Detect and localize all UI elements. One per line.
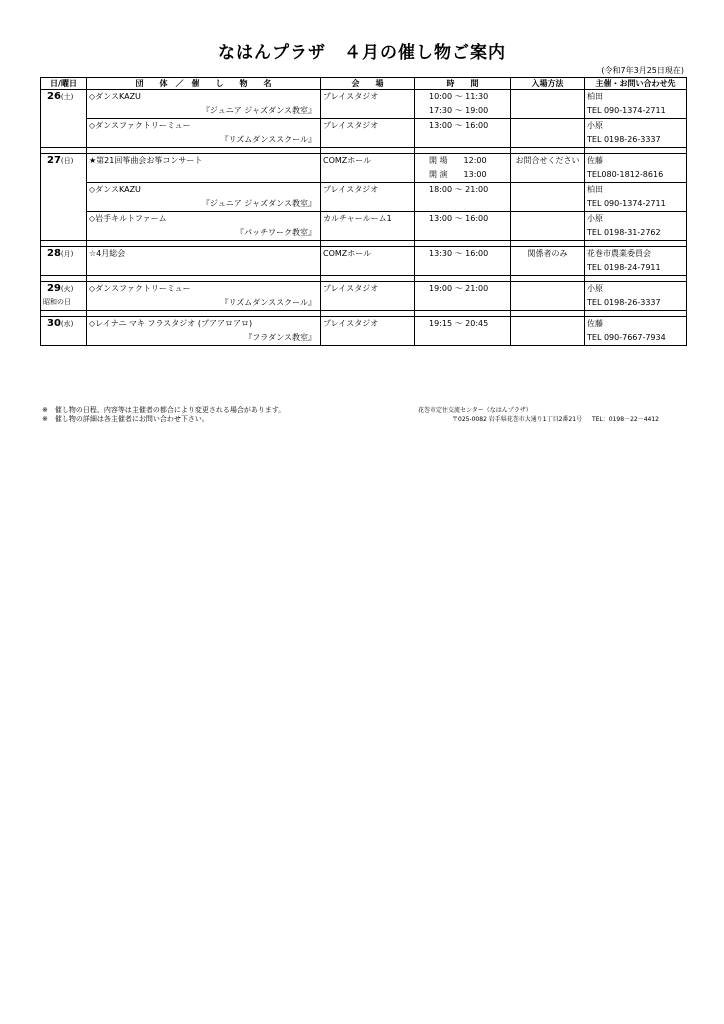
contact-cell [585,247,687,276]
admission-cell [511,154,585,183]
holiday-label: 昭和の日 [43,298,71,306]
table-row [41,154,687,183]
venue-cell [321,212,415,241]
admission-cell [511,212,585,241]
venue-cell [321,282,415,311]
contact-tel: TEL 090-1374-2711 [587,106,666,115]
table-row [41,183,687,212]
contact-tel: TEL 0198-31-2762 [587,228,661,237]
contact-tel: TEL 0198-26-3337 [587,135,661,144]
venue-name: COMZホール [323,156,372,165]
contact-cell [585,90,687,119]
table-header-row [41,78,687,90]
contact-cell [585,154,687,183]
event-organizer: 『パッチワーク教室』 [236,228,316,237]
event-cell [87,154,321,183]
event-cell [87,247,321,276]
contact-name: 佐藤 [587,319,603,328]
note-item: ※ 催し物の詳細は各主催者にお問い合わせ下さい。 [42,415,209,423]
admission-method [513,183,582,197]
table-row [41,317,687,346]
table-row [41,119,687,148]
date-cell [41,282,87,311]
time-line-1: 10:00 ～ 11:30 [429,92,489,101]
time-line-2 [417,331,508,345]
event-name: ★第21回筝曲会お筝コンサート [89,156,203,165]
time-cell [415,212,511,241]
event-name: ☆4月総会 [89,249,126,258]
event-name: ◇ダンスファクトリーミュー [89,284,191,293]
header-venue: 会 場 [321,78,415,90]
footer-address-line [452,415,659,424]
table-row [41,247,687,276]
event-organizer: 『ジュニア ジャズダンス教室』 [201,199,316,208]
page-title: なはんプラザ ４月の催し物ご案内 [218,43,506,63]
contact-cell [585,282,687,311]
time-line-1: 19:15 ～ 20:45 [429,319,489,328]
time-cell [415,154,511,183]
table-row [41,212,687,241]
time-line-1: 開 場 12:00 [429,156,487,165]
event-organizer: 『リズムダンススクール』 [220,135,316,144]
day-number: 30 [47,318,61,329]
contact-name: 花巻市農業委員会 [587,249,651,258]
footer-tel: TEL：0198－22－4412 [592,416,659,423]
time-cell [415,282,511,311]
header-time: 時 間 [415,78,511,90]
event-cell [87,212,321,241]
time-cell [415,317,511,346]
day-number: 28 [47,248,61,259]
event-name: ◇ダンスファクトリーミュー [89,121,191,130]
schedule-table [40,77,687,346]
venue-name: プレイスタジオ [323,92,379,101]
event-name: ◇岩手キルトファーム [89,214,167,223]
time-line-2 [417,197,508,211]
venue-name: プレイスタジオ [323,319,379,328]
event-cell [87,317,321,346]
weekday: (火) [60,285,74,293]
admission-method [513,317,582,331]
table-row [41,282,687,311]
time-line-2 [417,296,508,310]
time-line-2 [417,261,508,275]
time-line-1: 18:00 ～ 21:00 [429,185,489,194]
venue-cell [321,183,415,212]
note-item: ※ 催し物の日程、内容等は主催者の都合により変更される場合があります。 [42,406,286,414]
venue-cell [321,317,415,346]
time-cell [415,183,511,212]
contact-tel: TEL 090-1374-2711 [587,199,666,208]
contact-name: 小原 [587,214,603,223]
contact-name: 佐藤 [587,156,603,165]
event-organizer [89,168,318,182]
contact-tel: TEL 0198-24-7911 [587,263,661,272]
footer-address: 〒025-0082 岩手県花巻市大通り1丁目2番21号 [452,416,583,423]
time-line-2: 開 演 13:00 [429,170,487,179]
weekday: (水) [60,320,74,328]
weekday: (月) [60,250,74,258]
header-admission: 入場方法 [511,78,585,90]
event-organizer: 『リズムダンススクール』 [220,298,316,307]
contact-name: 小原 [587,121,603,130]
date-cell [41,247,87,276]
venue-cell [321,154,415,183]
event-name: ◇ダンスKAZU [89,92,141,101]
time-line-1: 13:30 ～ 16:00 [429,249,489,258]
admission-method [513,282,582,296]
contact-name: 小原 [587,284,603,293]
event-cell [87,119,321,148]
weekday: (土) [60,93,74,101]
event-cell [87,183,321,212]
venue-cell [321,119,415,148]
header-date: 日/曜日 [41,78,87,90]
venue-name: カルチャールーム1 [323,214,392,223]
event-organizer [89,261,318,275]
venue-cell [321,247,415,276]
contact-name: 柏田 [587,92,603,101]
admission-method [513,212,582,226]
admission-cell [511,183,585,212]
day-number: 29 [47,283,61,294]
event-cell [87,90,321,119]
event-name: ◇ダンスKAZU [89,185,141,194]
day-number: 27 [47,155,61,166]
admission-cell [511,317,585,346]
venue-name: COMZホール [323,249,372,258]
contact-cell [585,317,687,346]
time-line-1: 13:00 ～ 16:00 [429,121,489,130]
day-number: 26 [47,91,61,102]
contact-cell [585,119,687,148]
time-line-1: 13:00 ～ 16:00 [429,214,489,223]
notes [42,406,285,424]
time-line-1: 19:00 ～ 21:00 [429,284,489,293]
contact-tel: TEL080-1812-8616 [587,170,664,179]
as-of-date: (令和7年3月25日現在) [601,66,684,75]
contact-cell [585,212,687,241]
time-line-2 [417,226,508,240]
venue-name: プレイスタジオ [323,185,379,194]
event-name: ◇レイナニ マキ フラスタジオ (プアアロアロ) [89,319,253,328]
admission-method [513,90,582,104]
table-row [41,90,687,119]
venue-cell [321,90,415,119]
time-cell [415,90,511,119]
time-cell [415,247,511,276]
event-organizer: 『フラダンス教室』 [244,333,316,342]
time-line-2: 17:30 ～ 19:00 [429,106,489,115]
date-cell [41,317,87,346]
venue-name: プレイスタジオ [323,121,379,130]
contact-cell [585,183,687,212]
contact-tel: TEL 0198-26-3337 [587,298,661,307]
admission-method: 関係者のみ [527,249,568,258]
admission-cell [511,119,585,148]
time-line-2 [417,133,508,147]
contact-tel: TEL 090-7667-7934 [587,333,666,342]
admission-cell [511,247,585,276]
event-cell [87,282,321,311]
footer-org: 花巻市定住交流センター（なはんプラザ） [418,407,532,414]
admission-cell [511,282,585,311]
contact-name: 柏田 [587,185,603,194]
admission-method [513,119,582,133]
header-contact: 主催・お問い合わせ先 [585,78,687,90]
time-cell [415,119,511,148]
date-cell [41,90,87,148]
header-event: 団 体 ／ 催 し 物 名 [87,78,321,90]
weekday: (日) [60,157,74,165]
admission-method: お問合せください [515,156,580,165]
date-cell [41,154,87,241]
admission-cell [511,90,585,119]
event-organizer: 『ジュニア ジャズダンス教室』 [201,106,316,115]
venue-name: プレイスタジオ [323,284,379,293]
